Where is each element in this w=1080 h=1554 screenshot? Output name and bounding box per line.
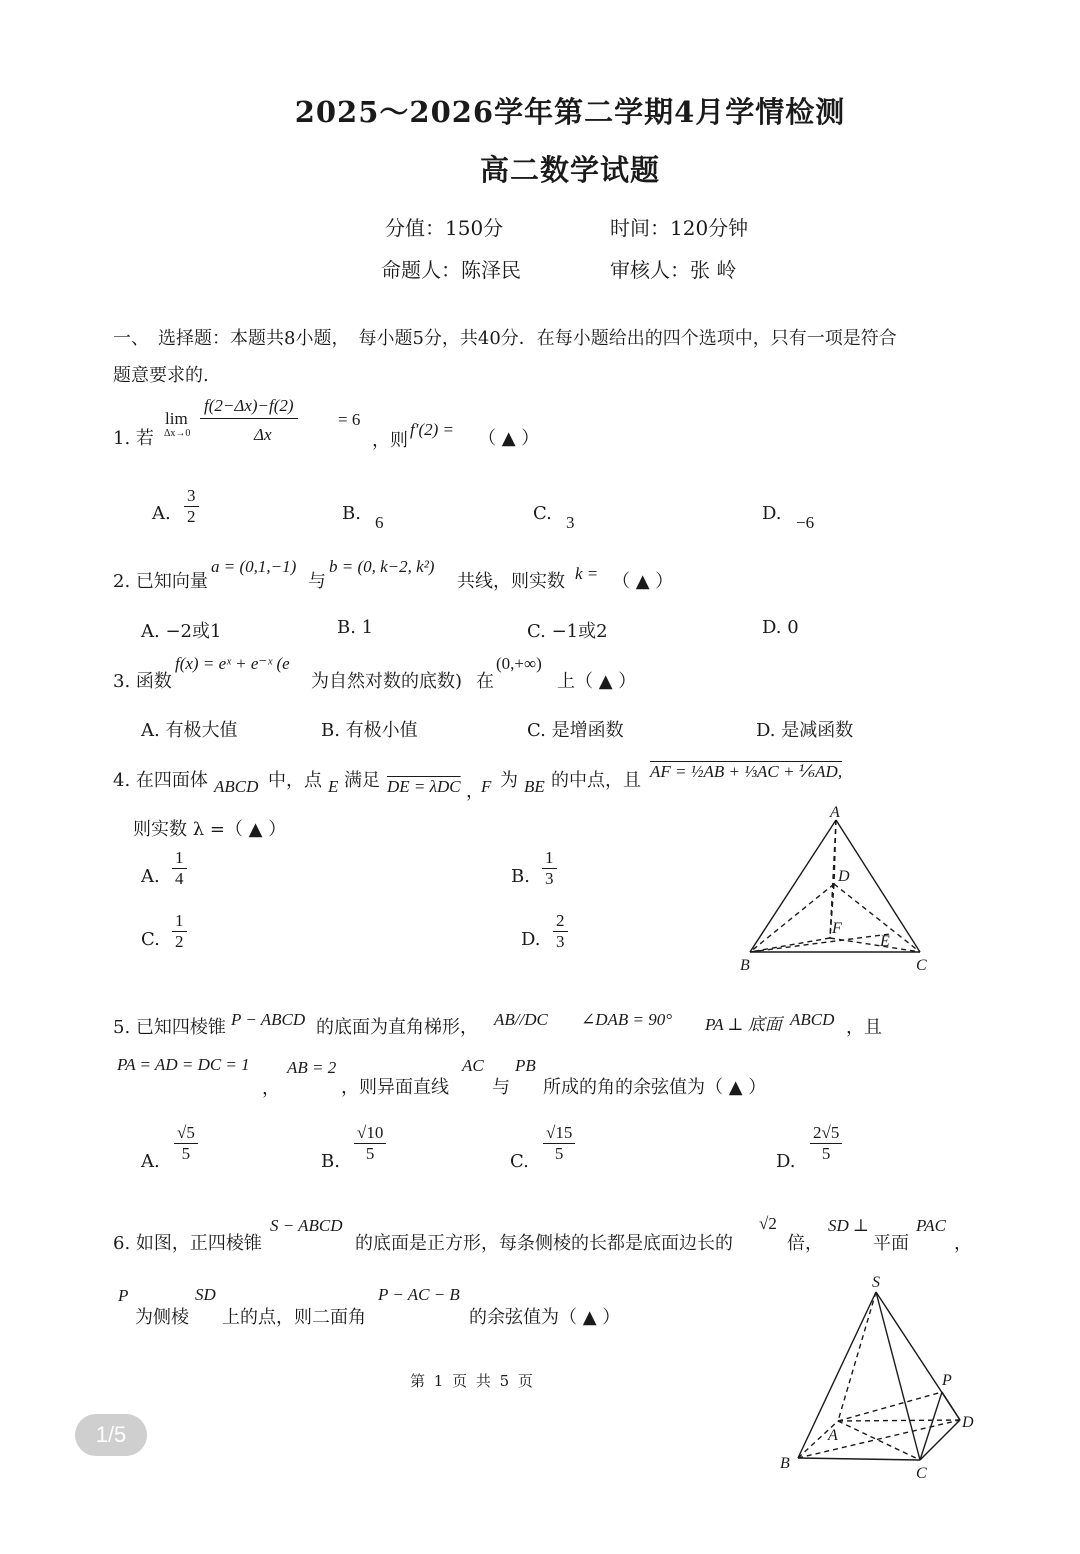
q4-de-relation: DE = λDC bbox=[387, 777, 461, 796]
q5-t1: 的底面为直角梯形， bbox=[316, 1017, 478, 1038]
fig4-label-f: F bbox=[832, 920, 842, 937]
pyramid-figure bbox=[770, 1268, 990, 1483]
q5-option-b-label: B. bbox=[321, 1151, 340, 1172]
q5-with: 与 bbox=[492, 1077, 510, 1098]
q4-option-c-num: 1 bbox=[172, 912, 187, 932]
q4-option-a-num: 1 bbox=[172, 849, 187, 869]
q1-option-a-fraction bbox=[184, 487, 199, 526]
q1-lim-sub: Δx→0 bbox=[164, 428, 191, 439]
fig4-label-b: B bbox=[740, 957, 750, 974]
q4-option-b-label: B. bbox=[511, 866, 530, 887]
q5-option-b-fraction bbox=[354, 1124, 386, 1163]
q2-suffix: 共线，则实数 bbox=[457, 571, 565, 592]
q4-option-b-den: 3 bbox=[545, 868, 554, 888]
q6-dihedral: P − AC − B bbox=[378, 1285, 460, 1304]
fig6-label-p: P bbox=[942, 1372, 952, 1389]
fig4-label-c: C bbox=[916, 957, 927, 974]
q4-option-b-num: 1 bbox=[542, 849, 557, 869]
q1-blank: （ ▲ ） bbox=[478, 428, 540, 449]
q5-ab: AB = 2 bbox=[287, 1058, 337, 1077]
fig6-label-b: B bbox=[780, 1455, 790, 1472]
q6-p: P bbox=[118, 1286, 129, 1305]
q1-suffix: ，则 bbox=[372, 430, 408, 451]
q5-option-d-num: 2√5 bbox=[810, 1124, 842, 1144]
q5-abcd: ABCD bbox=[790, 1010, 835, 1029]
q3-mid: 为自然对数的底数) bbox=[311, 671, 463, 692]
q1-option-a-label: A. bbox=[152, 503, 171, 524]
q6-t2: 倍， bbox=[787, 1233, 823, 1254]
q5-option-a-den: 5 bbox=[181, 1143, 191, 1163]
q2-vector-a: a = (0,1,−1) bbox=[211, 557, 297, 576]
q5-lengths: PA = AD = DC = 1 bbox=[117, 1055, 250, 1074]
q4-option-a-den: 4 bbox=[175, 868, 184, 888]
q4-f: F bbox=[481, 777, 492, 796]
q6-t6: 上的点，则二面角 bbox=[222, 1307, 366, 1328]
q2-mid: 与 bbox=[308, 571, 326, 592]
score-info: 分值：150分 bbox=[385, 216, 504, 240]
q5-option-c-fraction bbox=[543, 1124, 575, 1163]
q4-option-a-label: A. bbox=[141, 866, 160, 887]
q3-option-d: D. 是减函数 bbox=[756, 720, 854, 741]
q1-option-a-num: 3 bbox=[184, 487, 199, 507]
q6-prefix: 6. 如图，正四棱锥 bbox=[113, 1233, 262, 1254]
q1-numerator: f(2−Δx)−f(2) bbox=[200, 396, 298, 419]
q5-pb: PB bbox=[515, 1056, 536, 1075]
q4-option-d-num: 2 bbox=[553, 912, 568, 932]
q3-suffix: 上（ ▲ ） bbox=[557, 671, 637, 692]
q4-option-d-den: 3 bbox=[556, 931, 565, 951]
q2-vector-b: b = (0, k−2, k²) bbox=[329, 557, 435, 576]
q4-t1: 中，点 bbox=[268, 770, 322, 791]
fig6-label-c: C bbox=[916, 1465, 927, 1482]
q4-option-a-fraction bbox=[172, 849, 187, 888]
q5-option-d-fraction bbox=[810, 1124, 842, 1163]
exam-title: 2025～2026学年第二学期4月学情检测 bbox=[294, 95, 846, 129]
q4-t2: 满足 bbox=[344, 770, 380, 791]
q1-option-b-value: 6 bbox=[375, 513, 384, 532]
q1-lim: lim bbox=[165, 409, 188, 428]
q1-option-c-label: C. bbox=[533, 503, 552, 524]
author-info: 命题人：陈泽民 bbox=[381, 258, 521, 282]
q5-t2: ，且 bbox=[846, 1017, 882, 1038]
q4-comma: ， bbox=[466, 781, 484, 802]
q3-option-b: B. 有极小值 bbox=[321, 720, 418, 741]
q6-t1: 的底面是正方形，每条侧棱的长都是底面边长的 bbox=[355, 1233, 733, 1254]
q5-option-a-label: A. bbox=[141, 1151, 160, 1172]
q1-denominator: Δx bbox=[254, 425, 272, 444]
q3-option-a: A. 有极大值 bbox=[141, 720, 238, 741]
q1-option-d-label: D. bbox=[762, 503, 782, 524]
q5-option-b-den: 5 bbox=[365, 1143, 375, 1163]
q6-t4: ， bbox=[954, 1233, 972, 1254]
q4-be: BE bbox=[524, 777, 545, 796]
q5-parallel: AB//DC bbox=[494, 1010, 548, 1029]
q6-t5: 为侧棱 bbox=[135, 1307, 189, 1328]
q4-option-c-den: 2 bbox=[175, 931, 184, 951]
q5-option-a-fraction bbox=[174, 1124, 198, 1163]
q6-sqrt2: √2 bbox=[759, 1214, 777, 1233]
fig6-label-s: S bbox=[872, 1274, 880, 1291]
fig4-label-a: A bbox=[830, 804, 840, 821]
fig6-label-d: D bbox=[962, 1414, 974, 1431]
q5-option-d-label: D. bbox=[776, 1151, 796, 1172]
q4-option-d-fraction bbox=[553, 912, 568, 951]
q4-t3: 为 bbox=[500, 770, 518, 791]
q5-t3: ，则异面直线 bbox=[341, 1077, 449, 1098]
q1-equals: = 6 bbox=[338, 410, 361, 429]
q6-t7: 的余弦值为（ ▲ ） bbox=[469, 1307, 621, 1328]
fig4-label-d: D bbox=[838, 868, 850, 885]
q5-option-c-num: √15 bbox=[543, 1124, 575, 1144]
q2-option-a: A. −2或1 bbox=[141, 621, 222, 642]
q1-option-d-value: −6 bbox=[796, 513, 815, 532]
q2-prefix: 2. 已知向量 bbox=[113, 571, 208, 592]
q4-prefix: 4. 在四面体 bbox=[113, 770, 208, 791]
q4-option-b-fraction bbox=[542, 849, 557, 888]
q3-option-c: C. 是增函数 bbox=[527, 720, 624, 741]
q5-option-a-num: √5 bbox=[174, 1124, 198, 1144]
section-instructions-line2: 题意要求的. bbox=[113, 365, 209, 386]
exam-subtitle: 高二数学试题 bbox=[479, 153, 660, 187]
q2-blank: （ ▲ ） bbox=[612, 571, 674, 592]
q5-option-d-den: 5 bbox=[821, 1143, 831, 1163]
section-instructions-line1: 一、 选择题：本题共8小题， 每小题5分，共40分．在每小题给出的四个选项中，只有一项是符合 bbox=[113, 328, 897, 349]
q1-option-b-label: B. bbox=[342, 503, 361, 524]
q3-function: f(x) = eˣ + e⁻ˣ (e bbox=[175, 654, 290, 673]
q6-sd-perp: SD ⊥ bbox=[828, 1216, 870, 1235]
q4-af-relation: AF = ½AB + ⅓AC + ⅙AD, bbox=[650, 762, 843, 781]
q6-sd: SD bbox=[195, 1285, 216, 1304]
q5-option-c-label: C. bbox=[510, 1151, 529, 1172]
q6-pac: PAC bbox=[916, 1216, 946, 1235]
q3-prefix: 3. 函数 bbox=[113, 671, 172, 692]
q3-in: 在 bbox=[476, 671, 494, 692]
q2-option-b: B. 1 bbox=[337, 617, 374, 638]
q1-ask: f′(2) = bbox=[410, 420, 454, 439]
q6-pyramid: S − ABCD bbox=[270, 1216, 343, 1235]
tetrahedron-figure bbox=[730, 800, 950, 980]
q5-prefix: 5. 已知四棱锥 bbox=[113, 1017, 226, 1038]
q1-prefix: 1. 若 bbox=[113, 428, 154, 449]
q2-k: k = bbox=[575, 564, 599, 583]
q1-option-a-den: 2 bbox=[187, 506, 196, 526]
q5-t4: 所成的角的余弦值为（ ▲ ） bbox=[543, 1077, 767, 1098]
page-footer: 第 1 页 共 5 页 bbox=[410, 1372, 535, 1390]
q4-e: E bbox=[328, 777, 339, 796]
q4-t4: 的中点，且 bbox=[551, 770, 641, 791]
q5-ac: AC bbox=[462, 1056, 484, 1075]
q5-option-b-num: √10 bbox=[354, 1124, 386, 1144]
q6-t3: 平面 bbox=[873, 1233, 909, 1254]
q2-option-d: D. 0 bbox=[762, 617, 799, 638]
q4-option-d-label: D. bbox=[521, 929, 541, 950]
reviewer-info: 审核人：张 岭 bbox=[610, 258, 737, 282]
q5-pyramid: P − ABCD bbox=[231, 1010, 306, 1029]
q4-option-c-label: C. bbox=[141, 929, 160, 950]
q4-option-c-fraction bbox=[172, 912, 187, 951]
q4-line2: 则实数 λ =（ ▲ ） bbox=[133, 819, 287, 840]
q3-interval: (0,+∞) bbox=[496, 654, 542, 673]
q4-abcd: ABCD bbox=[214, 777, 259, 796]
q1-option-c-value: 3 bbox=[566, 513, 575, 532]
q5-perp: PA ⊥ 底面 bbox=[705, 1015, 782, 1034]
q5-option-c-den: 5 bbox=[554, 1143, 564, 1163]
time-info: 时间：120分钟 bbox=[610, 216, 749, 240]
fig6-label-a: A bbox=[828, 1427, 838, 1444]
q5-sep: ， bbox=[262, 1078, 280, 1099]
fig4-label-e: E bbox=[880, 933, 890, 950]
q2-option-c: C. −1或2 bbox=[527, 621, 608, 642]
page-indicator[interactable]: 1/5 bbox=[75, 1414, 147, 1456]
q5-angle: ∠DAB = 90° bbox=[581, 1010, 673, 1029]
